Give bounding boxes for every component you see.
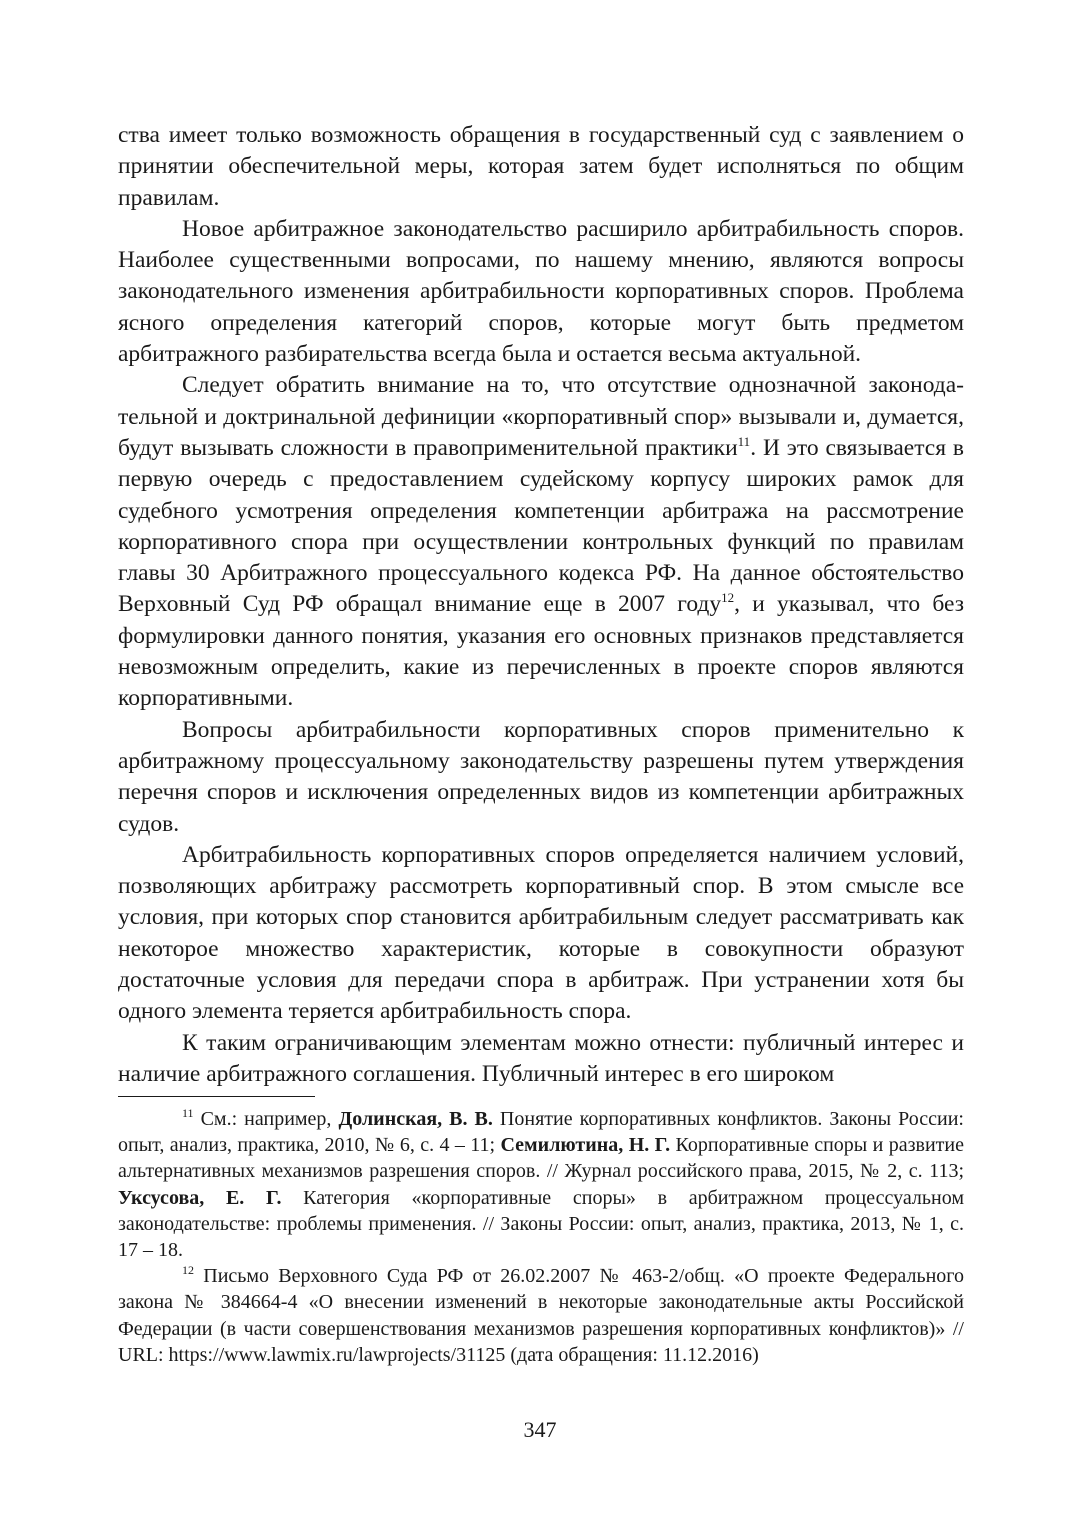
cited-author: Семилютина, Н. Г. bbox=[500, 1134, 671, 1157]
text-run: Корпоративные споры и развитие альтернативных механизмов разрешения споров. // Журнал российского права, 2015, № 2, с. 113; bbox=[118, 1134, 964, 1183]
footnotes bbox=[118, 1106, 964, 1368]
body-paragraph bbox=[118, 715, 964, 840]
footnote bbox=[118, 1106, 964, 1263]
footnote-reference: 11 bbox=[737, 433, 751, 449]
text-run: Категория «корпоративные споры» в арбитражном процессуальном законодательстве: проблемы применения. // Законы России: опыт, анализ, практика, 2013, № 1, с. 17 – 18. bbox=[118, 1186, 964, 1262]
text-run: См.: например, bbox=[193, 1108, 339, 1130]
text-run: , и указывал, что без формулировки данного понятия, указания его основных признаков представляется невозможным определить, какие из перечисленных в проекте споров являются корпоративными. bbox=[118, 591, 965, 712]
text-run: ства имеет только возможность обращения в государственный суд с заявлением о принятии обеспечительной меры, которая затем будет исполняться по общим правилам. bbox=[118, 122, 964, 211]
page-number: 347 bbox=[523, 1417, 557, 1442]
footnote bbox=[118, 1263, 964, 1368]
text-run: К таким ограничивающим элементам можно отнести: публичный интерес и наличие арбитражного соглашения. Публичный интерес в его широком bbox=[118, 1029, 964, 1087]
main-text bbox=[118, 120, 964, 1090]
text-run: Письмо Верховного Суда РФ от 26.02.2007 № 463-2/общ. «О проекте Федерального закона № 384664-4 «О внесении изменений в некоторые законодательные акты Российской Федерации (в части совершенствования механизмов разрешения корпоративных конфликтов)» // URL: https://www.lawmix.ru/lawprojects/31125 (дата обращения: 11.12.2016) bbox=[118, 1265, 964, 1366]
cited-author: Долинская, В. В. bbox=[338, 1108, 493, 1130]
cited-author: Уксусова, Е. Г. bbox=[118, 1186, 282, 1209]
footnote-reference: 12 bbox=[721, 590, 735, 606]
body-paragraph bbox=[118, 120, 964, 214]
footnote-reference: 12 bbox=[182, 1263, 194, 1278]
footnote-reference: 11 bbox=[182, 1106, 194, 1120]
text-run: Новое арбитражное законодательство расширило арбитрабильность споров. Наиболее существенными вопросами, по нашему мнению, являются вопросы законодательного изменения арбитрабильности корпоративных споров. Проблема ясного определения категорий споров, которые могут быть предметом арбитражного разбирательства всегда была и остается весьма актуальной. bbox=[118, 215, 964, 368]
body-paragraph bbox=[118, 1028, 964, 1091]
body-paragraph bbox=[118, 370, 964, 714]
text-run: Арбитрабильность корпоративных споров определяется наличием условий, позволяющих арбитражу рассмотреть корпоративный спор. В этом смысле все условия, при которых спор становится арбитрабильным следует рассматривать как некоторое множество характеристик, которые в совокупности образуют достаточные условия для передачи спора в арбитраж. При устранении хотя бы одного элемента теряется арбитрабильность спора. bbox=[118, 841, 964, 1025]
body-paragraph bbox=[118, 214, 964, 370]
text-run: . И это связывается в первую очередь с предоставлением судейскому корпусу широких рамок для судебного усмотрения определения компетенции арбитража на рассмотрение корпоративного спора при осуществлении контрольных функций по правилам главы 30 Арбитражного процессуального кодекса РФ. На данное обстоятельство Верховный Суд РФ обращал внимание еще в 2007 году bbox=[118, 434, 964, 618]
footnote-separator bbox=[118, 1096, 315, 1097]
body-paragraph bbox=[118, 840, 964, 1028]
text-run: Понятие корпоративных конфликтов. Законы России: опыт, анализ, практика, 2010, № 6, с. 4 – 11; bbox=[118, 1108, 964, 1157]
text-run: Вопросы арбитрабильности корпоративных споров применительно к арбитражному процессуальному законодательству разрешены путем утверждения перечня споров и исключения определенных видов из компетенции арбитражных судов. bbox=[118, 716, 964, 837]
text-run: Следует обратить внимание на то, что отсутствие однозначной законодательной и доктринальной дефиниции «корпоративный спор» вызывали и, думается, будут вызывать сложности в правоприменительной практики bbox=[118, 372, 964, 461]
